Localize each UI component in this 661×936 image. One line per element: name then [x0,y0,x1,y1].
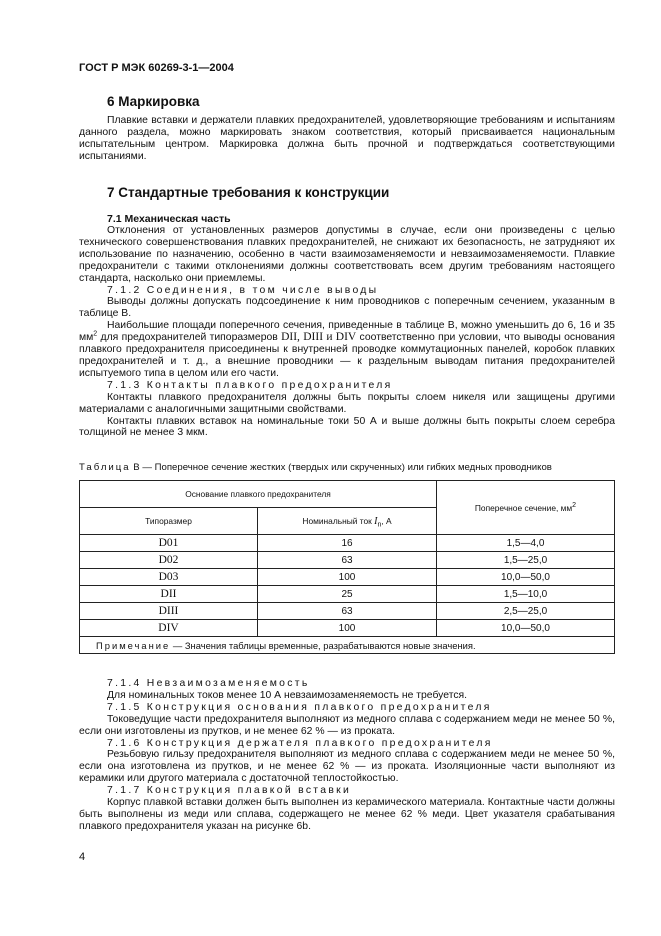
header-current-text: Номинальный ток [302,515,375,526]
table-row [80,620,615,637]
cell-current: 16 [258,535,437,552]
cell-current: 63 [258,552,437,569]
cell-size: DIV [80,620,258,637]
header-current [258,508,437,535]
header-section-text: Поперечное сечение, мм [474,502,573,513]
table-row [80,603,615,620]
section-7-1-paragraph: Отклонения от установленных размеров допустимы в случае, если они произведены с целью технического совершенствования плавких предохранителей, не снижают их безопасность, не затрудняют их использование по назначению, особенно в части взаимозаменяемости и невзаимозаменяемости. Плавкие предохранители с такими отклонениями должны соответствовать всем другим требованиям настоящего стандарта, насколько они приемлемы. [79,225,615,284]
cell-current: 25 [258,586,437,603]
section-7-1-3-title: 7.1.3 Контакты плавкого предохранителя [107,379,393,391]
header-current-unit: , А [381,515,392,526]
conductor-section-table [79,480,615,654]
table-row [80,535,615,552]
table-note-label: Примечание [96,639,171,651]
section-7-1-title: 7.1 Механическая часть [107,213,231,225]
table-caption-label: Таблица [79,462,131,473]
table-row [80,586,615,603]
section-6-title: 6 Маркировка [107,94,200,109]
document-header: ГОСТ Р МЭК 60269-3-1—2004 [79,62,234,74]
section-7-1-2-title: 7.1.2 Соединения, в том числе выводы [107,284,379,296]
cell-size: DIII [80,603,258,620]
table-caption [79,462,552,473]
page-number: 4 [79,851,86,863]
cell-current: 63 [258,603,437,620]
cell-section: 10,0—50,0 [437,620,615,637]
section-7-1-2-paragraph-1: Выводы должны допускать подсоединение к ним проводников с поперечным сечением, указанным в таблице В. [79,296,615,320]
header-section-sup: 2 [572,501,577,509]
section-7-1-6-text: Резьбовую гильзу предохранителя выполняют из медного сплава с содержанием меди не менее 50 %, если она изготовлена из прутков, и не менее 62 % — из проката. Изоляционные части выполняют из керамики или другого материала с достаточной теплостойкостью. [79,749,615,785]
cell-size: D02 [80,552,258,569]
section-7-1-7-title: 7.1.7 Конструкция плавкой вставки [107,785,352,797]
section-6-paragraph: Плавкие вставки и держатели плавких предохранителей, удовлетворяющие требованиям и испытаниям данного раздела, можно маркировать знаком соответствия, который присваивается национальным испытательным центром. Маркировка должна быть прочной и подтверждаться соответствующими испытаниями. [79,115,615,162]
header-section [437,481,615,535]
section-7-1-7-text: Корпус плавкой вставки должен быть выполнен из керамического материала. Контактные части должны быть выполнены из меди или сплава, содержащего не менее 62 % меди. Цвет указателя срабатывания плавкого предохранителя указан на рисунке 6b. [79,797,615,832]
cell-current: 100 [258,569,437,586]
table-note-text: — Значения таблицы временные, разрабатываются новые значения. [170,639,476,651]
p2-sizes: DII, DIII и DIV [281,331,357,344]
cell-section: 1,5—4,0 [437,535,615,552]
cell-section: 1,5—25,0 [437,552,615,569]
section-7-1-5-title: 7.1.5 Конструкция основания плавкого предохранителя [107,701,492,713]
section-7-1-body [79,225,615,439]
section-6-text [79,115,615,163]
header-base: Основание плавкого предохранителя [80,481,437,508]
cell-section: 1,5—10,0 [437,586,615,603]
header-current-symbol: I [374,515,378,527]
cell-size: D03 [80,569,258,586]
section-7-1-5-text: Токоведущие части предохранителя выполняют из медного сплава с содержанием меди не менее 50 %, если они изготовлены из прутков, и не менее 62 % — из проката. [79,713,615,737]
cell-size: DII [80,586,258,603]
header-size: Типоразмер [80,508,258,535]
section-7-title: 7 Стандартные требования к конструкции [107,185,390,200]
section-7-1-2-paragraph-2 [79,320,615,380]
sections-7-1-4-to-7-1-7 [79,678,615,833]
table-row [80,552,615,569]
section-7-1-3-paragraph-2: Контакты плавких вставок на номинальные токи 50 А и выше должны быть покрыты слоем серебра толщиной не менее 3 мкм. [79,415,615,439]
cell-section: 2,5—25,0 [437,603,615,620]
p2-sup: 2 [93,330,98,338]
cell-size: D01 [80,535,258,552]
section-7-1-3-paragraph-1: Контакты плавкого предохранителя должны быть покрыты слоем никеля или защищены другими материалами с аналогичными защитными свойствами. [79,391,615,415]
table-note [80,637,615,654]
cell-section: 10,0—50,0 [437,569,615,586]
section-7-1-4-text: Для номинальных токов менее 10 А невзаимозаменяемость не требуется. [107,689,468,701]
cell-current: 100 [258,620,437,637]
table-caption-text: В — Поперечное сечение жестких (твердых или скрученных) или гибких медных проводников [130,462,552,473]
p2-part-b: для предохранителей типоразмеров [97,332,282,344]
p2-part-c: соответственно при условии, что выводы основания плавкого предохранителя присоединены к внутренней проводке коммутационных панелей, коробок плавких предохранителей и т. д., а внешние проводники — к раздельным выводам питания предохранителей испытуемого типа в целом или его части. [79,332,615,379]
table-row [80,569,615,586]
section-7-1-6-title: 7.1.6 Конструкция держателя плавкого предохранителя [107,737,493,749]
section-7-1-4-title: 7.1.4 Невзаимозаменяемость [107,678,310,689]
p2-part-a: Наибольшие площади поперечного сечения, приведенные в таблице В, можно уменьшить до 6, 16 и 35 мм [79,320,615,344]
header-current-sub: n [377,521,382,529]
